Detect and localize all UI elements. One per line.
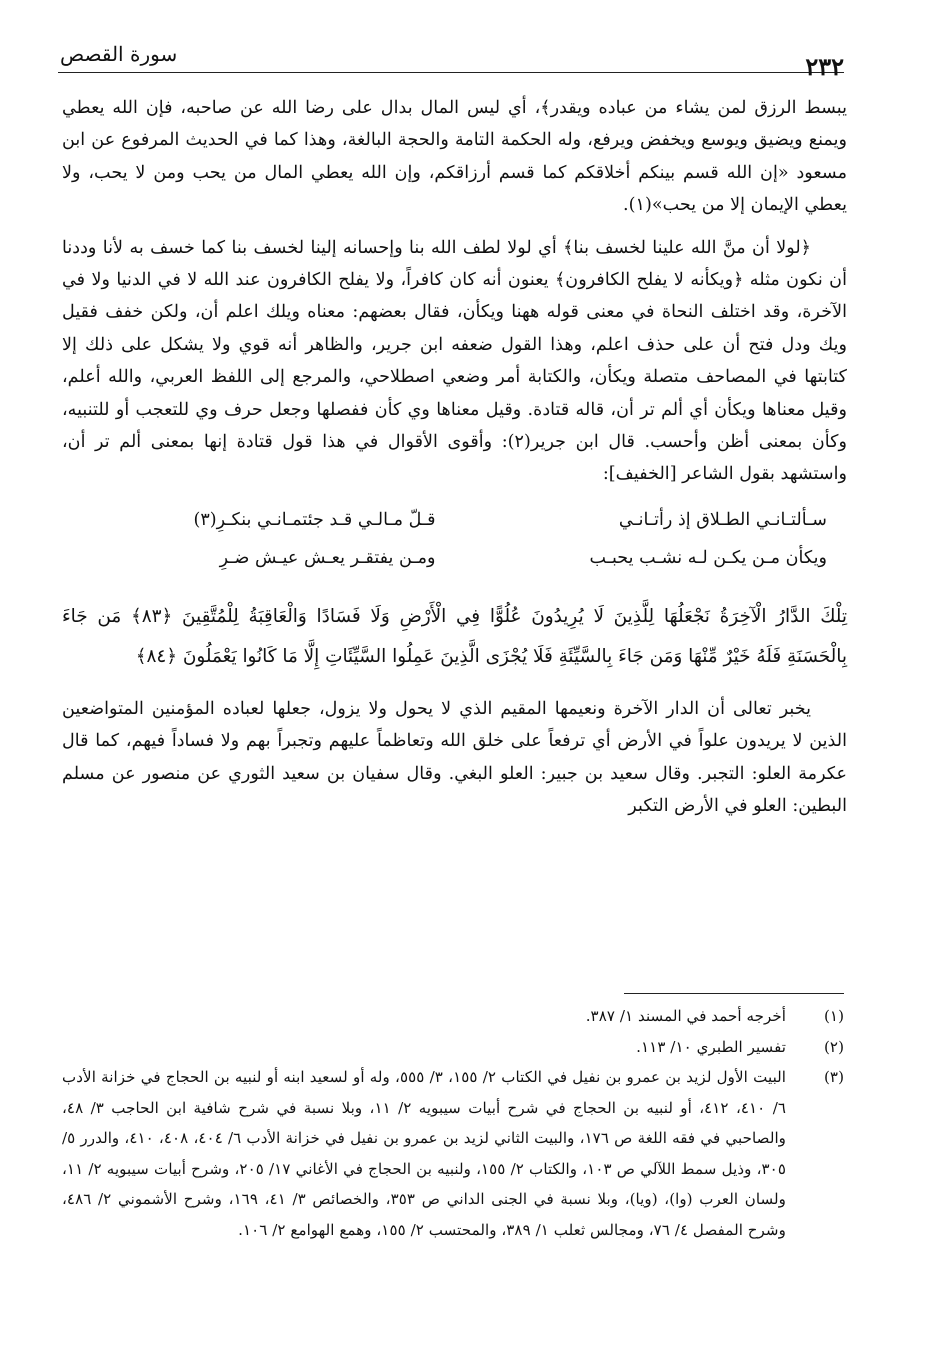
poem-hemistich-second: قـلّ مـالـي قـد جئتمـانـي بنكـرِ(٣) xyxy=(193,509,436,530)
footnote-text: أخرجه أحمد في المسند ١/ ٣٨٧. xyxy=(585,1007,786,1025)
page-number: ٢٣٢ xyxy=(805,52,844,81)
paragraph-2: ﴿لولا أن منَّ الله علينا لخسف بنا﴾ أي لولا لطف الله بنا وإحسانه إلينا لخسف بنا كما خسف به لأنا وددنا أن نكون مثله ﴿ويكأنه لا يفلح الكافرون﴾ يعنون أنه كان كافراً، ولا يفلح الكافرون عند الله لا في الدنيا ولا في الآخرة، وقد اختلف النحاة في معنى قوله ههنا ويكأن، فقال بعضهم: معناه ويلك اعلم أن، ولكن خفف فقيل ويك ودل فتح أن على حذف اعلم، وهذا القول ضعفه ابن جرير، والظاهر أنه قوي ولا يشكل على ذلك إلا كتابتها في المصاحف متصلة ويكأن، والكتابة أمر وضعي اصطلاحي، والمرجع إلى اللفظ العربي، والله أعلم، وقيل معناها ويكأن أي ألم تر أن، قاله قتادة. وقيل معناها وي كأن ففصلها وجعل حرف وي للتعجب أو للتنبيه، وكأن بمعنى أظن وأحسب. قال ابن جرير(٢): وأقوى الأقوال في هذا قول قتادة إنها بمعنى ألم تر أن، واستشهد بقول الشاعر [الخفيف]: xyxy=(62,237,847,485)
poem-hemistich-first: ويكأن مـن يكـن لـه نشـب يحبـب xyxy=(589,547,827,568)
poem-verse-1 xyxy=(62,501,847,539)
footnote-number: (٣) xyxy=(823,1068,844,1086)
quran-verses: تِلْكَ الدَّارُ الْآخِرَةُ نَجْعَلُهَا لِلَّذِينَ لَا يُرِيدُونَ عُلُوًّا فِي الْأَرْضِ وَلَا فَسَادًا وَالْعَاقِبَةُ لِلْمُتَّقِينَ ﴿٨٣﴾ مَن جَاءَ بِالْحَسَنَةِ فَلَهُ خَيْرٌ مِّنْهَا وَمَن جَاءَ بِالسَّيِّئَةِ فَلَا يُجْزَى الَّذِينَ عَمِلُوا السَّيِّئَاتِ إِلَّا مَا كَانُوا يَعْمَلُونَ ﴿٨٤﴾ xyxy=(62,605,847,667)
paragraph-3: يخبر تعالى أن الدار الآخرة ونعيمها المقيم الذي لا يحول ولا يزول، جعلها لعباده المؤمنين المتواضعين الذين لا يريدون علواً في الأرض أي ترفعاً على خلق الله وتعاظماً عليهم وتجبراً بهم ولا فساداً فيهم، كما قال عكرمة العلو: التجبر. وقال سعيد بن جبير: العلو البغي. وقال سفيان بن سعيد الثوري عن منصور عن مسلم البطين: العلو في الأرض التكبر xyxy=(62,698,847,817)
footnote-divider xyxy=(624,993,844,994)
footnote-text: البيت الأول لزيد بن عمرو بن نفيل في الكتاب ٢/ ١٥٥، ٣/ ٥٥٥، وله أو لسعيد ابنه أو لنبيه بن الحجاج في خزانة الأدب ٦/ ٤١٠، ٤١٢، أو لنبيه بن الحجاج في شرح أبيات سيبويه ٢/ ١١، وبلا نسبة في شرح شافية ابن الحاجب ٣/ ٤٨، والصاحبي في فقه اللغة ص ١٧٦، والبيت الثاني لزيد بن عمرو بن نفيل في خزانة الأدب ٦/ ٤٠٤، ٤٠٨، ٤١٠، والدرر ٥/ ٣٠٥، وذيل سمط اللآلي ص ١٠٣، والكتاب ٢/ ١٥٥، ولنبيه بن الحجاج في الأغاني ١٧/ ٢٠٥، وشرح أبيات سيبويه ٢/ ١١، ولسان العرب (وا)، (ويا)، وبلا نسبة في الجنى الداني ص ٣٥٣، والخصائص ٣/ ٤١، ١٦٩، وشرح الأشموني ٢/ ٤٨٦، وشرح المفصل ٤/ ٧٦، ومجالس ثعلب ١/ ٣٨٩، والمحتسب ٢/ ١٥٥، وهمع الهوامع ٢/ ١٠٦. xyxy=(62,1068,787,1239)
footnote-number: (١) xyxy=(823,1007,844,1025)
main-text xyxy=(62,92,847,833)
poem xyxy=(62,501,847,577)
footnote-text: تفسير الطبري ١٠/ ١١٣. xyxy=(636,1037,786,1056)
surah-title: سورة القصص xyxy=(60,42,178,66)
footnote xyxy=(62,1001,844,1032)
footnote-number: (٢) xyxy=(823,1037,844,1056)
page-header xyxy=(58,32,844,81)
footnote xyxy=(62,1032,844,1063)
poem-verse-2 xyxy=(62,539,847,577)
footnote xyxy=(62,1062,844,1245)
poem-hemistich-second: ومـن يفتقـر يعـش عيـش ضـرِ xyxy=(219,547,436,568)
footnotes xyxy=(62,1001,844,1245)
poem-hemistich-first: سـألتـانـي الطـلاق إذ رأتـانـي xyxy=(618,509,827,530)
paragraph-1: يبسط الرزق لمن يشاء من عباده ويقدر﴾، أي ليس المال بدال على رضا الله عن صاحبه، فإن الله يعطي ويمنع ويضيق ويوسع ويخفض ويرفع، وله الحكمة التامة والحجة البالغة، وهذا كما في الحديث المرفوع عن ابن مسعود «إن الله قسم بينكم أخلاقكم كما قسم أرزاقكم، وإن الله يعطي المال من يحب ومن لا يحب، ولا يعطي الإيمان إلا من يحب»(١). xyxy=(62,98,847,216)
